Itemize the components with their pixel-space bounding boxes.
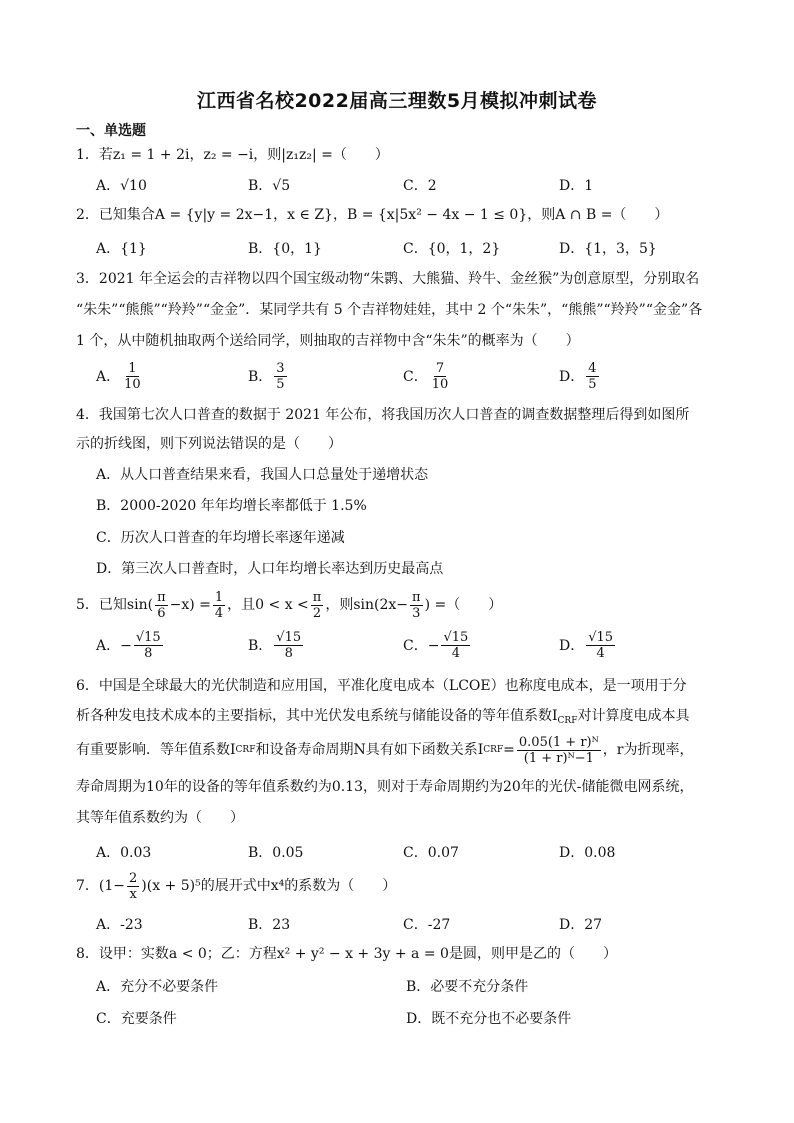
- option-b: B． $\frac{3}{5}$: [248, 360, 285, 392]
- option-a: A．充分不必要条件: [96, 979, 219, 995]
- question-4-line-2: 示的折线图，则下列说法错误的是（ ）: [76, 436, 342, 452]
- question-3-line-1: 3．2021 年全运会的吉祥物以四个国宝级动物“朱鹮、大熊猫、羚牛、金丝猴”为创意原型，分别取名: [76, 271, 700, 287]
- option-d: D．0.08: [559, 845, 616, 861]
- question-6-line-1: 6．中国是全球最大的光伏制造和应用国，平准化度电成本（LCOE）也称度电成本，是一项用于分: [76, 678, 687, 694]
- option-c: C．{0，1，2}: [403, 241, 501, 257]
- question-1-options: [96, 168, 736, 202]
- option-b: B．√5: [248, 178, 291, 194]
- question-3-options: [96, 359, 736, 397]
- option-d: D．{1，3，5}: [559, 241, 657, 257]
- option-d: D．1: [559, 178, 594, 194]
- question-8-stem: 8．设甲：实数a < 0；乙：方程x² + y² − x + 3y + a = 0是圆，则甲是乙的（ ）: [76, 946, 617, 962]
- option-b: B．0.05: [248, 845, 304, 861]
- question-3-line-2: “朱朱”“熊熊”“羚羚”“金金”．某同学共有 5 个吉祥物娃娃，其中 2 个“朱朱”，“熊熊”“羚羚”“金金”各: [76, 302, 703, 318]
- option-a: A．− $\frac{√15}{8}$: [96, 629, 161, 661]
- option-a: A．-23: [96, 917, 143, 933]
- question-8-options-row-1: [96, 969, 736, 1003]
- option-d: D． $\frac{√15}{4}$: [559, 629, 614, 661]
- option-b: B．必要不充分条件: [406, 979, 529, 995]
- question-3-line-3: 1 个，从中随机抽取两个送给同学，则抽取的吉祥物中含“朱朱”的概率为（ ）: [76, 333, 580, 349]
- option-c: C．0.07: [403, 845, 459, 861]
- question-5-options: [96, 628, 736, 666]
- option-d: D．27: [559, 917, 603, 933]
- option-a: A．{1}: [96, 241, 147, 257]
- page-title: 江西省名校2022届高三理数5月模拟冲刺试卷: [196, 90, 598, 112]
- question-4-option-d: D．第三次人口普查时，人口年均增长率达到历史最高点: [96, 561, 444, 577]
- option-c: C．2: [403, 178, 437, 194]
- option-b: B．23: [248, 917, 291, 933]
- question-8-options-row-2: [96, 1001, 736, 1035]
- option-a: A． $\frac{1}{10}$: [96, 360, 141, 392]
- question-4-option-c: C．历次人口普查的年均增长率逐年递减: [96, 530, 345, 546]
- question-6-line-2: 析各种发电技术成本的主要指标，其中光伏发电系统与储能设备的等年值系数$I_{CRF}$对计算度电成本具: [76, 708, 690, 726]
- option-c: C． $\frac{7}{10}$: [403, 360, 449, 392]
- option-a: A．0.03: [96, 845, 152, 861]
- question-4-option-a: A．从人口普查结果来看，我国人口总量处于递增状态: [96, 467, 429, 483]
- question-6-options: [96, 835, 736, 869]
- question-2-options: [96, 231, 736, 265]
- option-d: D． $\frac{4}{5}$: [559, 360, 597, 392]
- section-heading: 一、单选题: [76, 123, 146, 139]
- question-4-line-1: 4．我国第七次人口普查的数据于 2021 年公布，将我国历次人口普查的调查数据整理后得到如图所: [76, 407, 690, 423]
- option-d: D．既不充分也不必要条件: [406, 1011, 572, 1027]
- option-c: C．− $\frac{√15}{4}$: [403, 629, 469, 661]
- option-c: C．充要条件: [96, 1011, 177, 1027]
- question-1-stem: 1．若z₁ = 1 + 2i，z₂ = −i，则|z₁z₂| =（ ）: [76, 147, 389, 163]
- option-a: A．√10: [96, 178, 147, 194]
- question-2-stem: 2．已知集合A = {y|y = 2x−1，x ∈ Z}，B = {x|5x² − 4x − 1 ≤ 0}，则A ∩ B =（ ）: [76, 207, 669, 223]
- option-b: B． $\frac{√15}{8}$: [248, 629, 302, 661]
- option-b: B．{0，1}: [248, 241, 322, 257]
- question-5-stem: 5．已知sin( $\frac{\pi}{6}$ −x) = $\frac{1}{4}$ ，且0 < x < $\frac{\pi}{2}$ ，则sin(2x− $\frac{\pi}{3}$ ) =（ ）: [76, 589, 503, 621]
- question-7-stem: 7．(1− $\frac{2}{x}$ )(x + 5)⁵的展开式中x⁴的系数为（ ）: [76, 870, 397, 902]
- question-6-line-3: 有重要影响．等年值系数I CRF 和设备寿命周期N具有如下函数关系I CRF = $\frac{\text{0.05(1 + r)ᴺ}}{\text{(1 + r)ᴺ−1}}$ ，r为折现率，: [76, 734, 694, 766]
- question-6-line-4: 寿命周期为10年的设备的等年值系数约为0.13，则对于寿命周期约为20年的光伏-储能微电网系统，: [76, 779, 694, 795]
- question-7-options: [96, 907, 736, 941]
- option-c: C．-27: [403, 917, 451, 933]
- question-4-option-b: B．2000-2020 年年均增长率都低于 1.5%: [96, 498, 367, 514]
- question-6-line-5: 其等年值系数约为（ ）: [76, 810, 244, 826]
